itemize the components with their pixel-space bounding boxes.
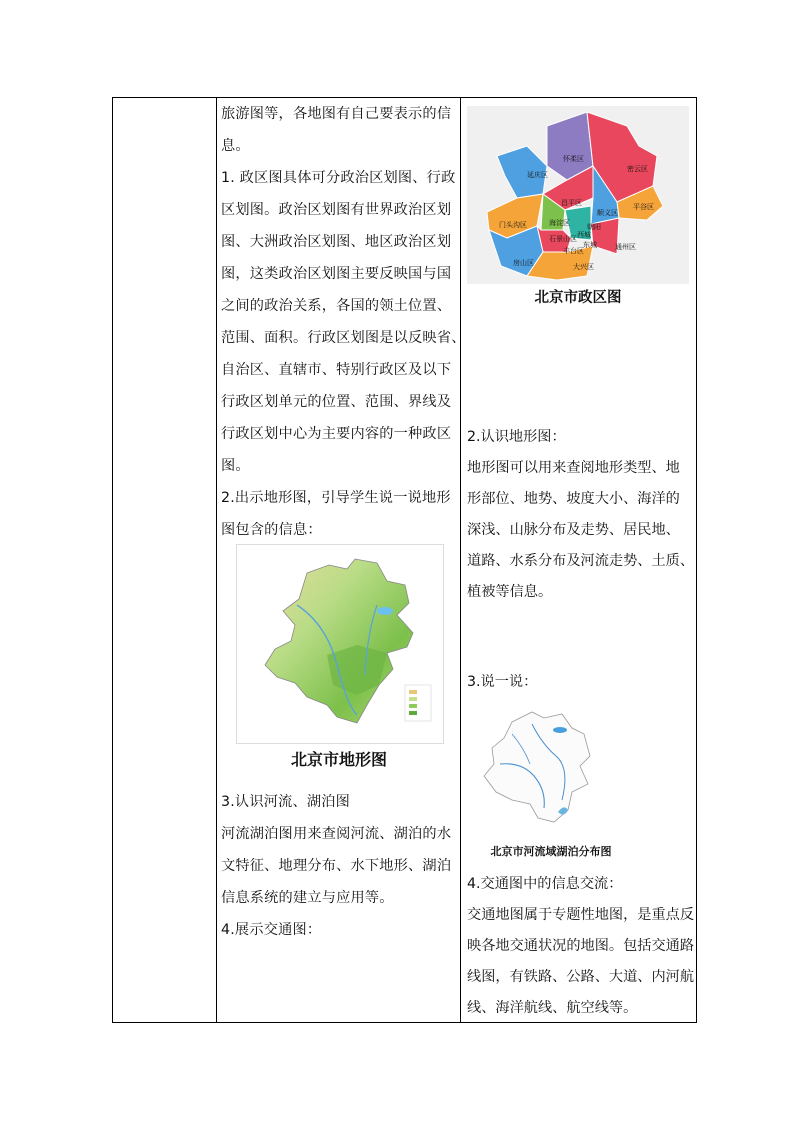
text-line: 文特征、地理分布、水下地形、湖泊 [221, 858, 452, 874]
district-label: 丰台区 [563, 247, 584, 255]
text-line: 1. 政区图具体可分政治区划图、行政 [221, 170, 456, 186]
district-label: 大兴区 [573, 263, 594, 271]
district-label: 海淀区 [549, 219, 570, 227]
district-label: 延庆区 [527, 171, 548, 179]
district-label: 密云区 [627, 165, 648, 173]
river-map [472, 704, 604, 832]
say-heading: 3.说一说： [467, 674, 538, 690]
district-label: 通州区 [615, 243, 636, 251]
text-line: 息。 [221, 138, 250, 154]
text-line: 线、海洋航线、航空线等。 [467, 1000, 638, 1016]
text-line: 图。 [221, 458, 250, 474]
river-map-caption: 北京市河流域湖泊分布图 [490, 845, 612, 858]
text-line: 深浅、山脉分布及走势、居民地、 [467, 522, 680, 538]
text-line: 交通地图属于专题性地图，是重点反 [467, 907, 695, 923]
text-line: 行政区划中心为主要内容的一种政区 [221, 426, 452, 442]
text-line: 信息系统的建立与应用等。 [221, 890, 394, 906]
text-line: 3.认识河流、湖泊图 [221, 794, 351, 810]
text-line: 2.出示地形图，引导学生说一说地形 [221, 490, 451, 506]
text-line: 地形图可以用来查阅地形类型、地 [467, 460, 680, 476]
terrain-map-caption: 北京市地形图 [290, 750, 387, 769]
district-label: 东城 [583, 241, 597, 249]
political-map-caption: 北京市政区图 [534, 290, 622, 306]
terrain-map [236, 544, 444, 744]
political-map [467, 106, 689, 284]
text-line: 之间的政治关系，各国的领土位置、 [221, 298, 452, 314]
text-line: 4.展示交通图： [221, 922, 322, 938]
text-line: 图、大洲政治区划图、地区政治区划 [221, 234, 452, 250]
text-line: 图包含的信息： [221, 522, 322, 538]
district-label: 门头沟区 [499, 221, 527, 229]
text-line: 2.认识地形图： [467, 429, 566, 445]
content-column [462, 98, 696, 1022]
district-label: 西城 [577, 231, 591, 239]
district-label: 朝阳 [587, 223, 601, 231]
lesson-table [112, 97, 697, 1023]
text-line: 道路、水系分布及河流走势、土质、 [467, 553, 695, 569]
district-label: 石景山区 [549, 235, 577, 243]
text-line: 形部位、地势、坡度大小、海洋的 [467, 491, 680, 507]
district-label: 平谷区 [633, 203, 654, 211]
text-line: 旅游图等，各地图有自己要表示的信 [221, 106, 452, 122]
district-label: 昌平区 [561, 199, 582, 207]
text-line: 图，这类政治区划图主要反映国与国 [221, 266, 452, 282]
text-line: 4.交通图中的信息交流： [467, 876, 623, 892]
text-line: 范围、面积。行政区划图是以反映省、 [221, 330, 466, 346]
text-line: 行政区划单元的位置、范围、界线及 [221, 394, 452, 410]
district-label: 顺义区 [597, 209, 618, 217]
content-column [217, 98, 466, 1022]
text-line: 河流湖泊图用来查阅河流、湖泊的水 [221, 826, 452, 842]
column-divider [460, 98, 461, 1022]
district-label: 怀柔区 [563, 155, 584, 163]
text-line: 线图，有铁路、公路、大道、内河航 [467, 969, 695, 985]
text-line: 植被等信息。 [467, 584, 553, 600]
text-line: 区划图。政治区划图有世界政治区划 [221, 202, 452, 218]
text-line: 自治区、直辖市、特别行政区及以下 [221, 362, 452, 378]
text-line: 映各地交通状况的地图。包括交通路 [467, 938, 695, 954]
district-label: 房山区 [513, 259, 534, 267]
